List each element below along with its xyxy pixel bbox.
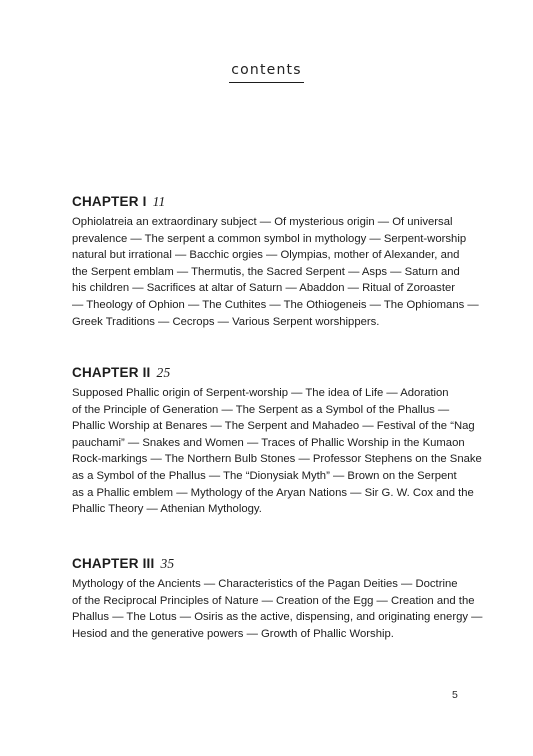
summary-line: Ophiolatreia an extraordinary subject — Of mysterious origin — Of universal xyxy=(72,216,453,228)
chapter-title: CHAPTER III xyxy=(72,556,155,571)
chapter-entry-2 xyxy=(72,364,482,518)
summary-line: natural but irrational — Bacchic orgies — Olympias, mother of Alexander, and xyxy=(72,249,460,262)
summary-line: Hesiod and the generative powers — Growth of Phallic Worship. xyxy=(72,627,394,640)
chapter-heading xyxy=(72,193,468,210)
chapter-title: CHAPTER II xyxy=(72,365,151,380)
chapter-summary xyxy=(72,576,483,642)
summary-line: as a Symbol of the Phallus — The “Dionysiak Myth” — Brown on the Serpent xyxy=(72,469,457,482)
summary-line: as a Phallic emblem — Mythology of the Aryan Nations — Sir G. W. Cox and the xyxy=(72,486,474,499)
chapter-page-link[interactable]: 11 xyxy=(152,194,166,209)
summary-line: of the Principle of Generation — The Serpent as a Symbol of the Phallus — xyxy=(72,403,450,416)
chapter-title: CHAPTER I xyxy=(72,194,147,209)
page-title: contents xyxy=(229,62,304,83)
summary-line: — Theology of Ophion — The Cuthites — The Othiogeneis — The Ophiomans — xyxy=(72,298,479,311)
chapter-heading xyxy=(72,364,468,381)
chapter-heading xyxy=(72,555,468,572)
chapter-entry-1 xyxy=(72,193,479,330)
summary-line: Rock-markings — The Northern Bulb Stones — Professor Stephens on the Snake xyxy=(72,453,482,466)
summary-line: Mythology of the Ancients — Characteristics of the Pagan Deities — Doctrine xyxy=(72,578,458,590)
page-title-container xyxy=(0,61,533,83)
summary-line: Phallic Theory — Athenian Mythology. xyxy=(72,503,262,516)
summary-line: of the Reciprocal Principles of Nature — Creation of the Egg — Creation and the xyxy=(72,594,475,607)
chapter-page-link[interactable]: 25 xyxy=(156,365,171,380)
summary-line: Phallus — The Lotus — Osiris as the active, dispensing, and originating energy — xyxy=(72,611,483,624)
page-number: 5 xyxy=(452,689,458,701)
summary-line: pauchami” — Snakes and Women — Traces of Phallic Worship in the Kumaon xyxy=(72,436,465,449)
summary-line: Supposed Phallic origin of Serpent-worship — The idea of Life — Adoration xyxy=(72,387,449,399)
summary-line: prevalence — The serpent a common symbol in mythology — Serpent-worship xyxy=(72,232,467,245)
summary-line: Phallic Worship at Benares — The Serpent and Mahadeo — Festival of the “Nag xyxy=(72,420,475,433)
chapter-entry-3 xyxy=(72,555,483,642)
summary-line: the Serpent emblam — Thermutis, the Sacred Serpent — Asps — Saturn and xyxy=(72,265,460,278)
chapter-summary xyxy=(72,214,479,330)
summary-line: Greek Traditions — Cecrops — Various Serpent worshippers. xyxy=(72,315,380,328)
chapter-page-link[interactable]: 35 xyxy=(160,556,175,571)
summary-line: his children — Sacrifices at altar of Saturn — Abaddon — Ritual of Zoroaster xyxy=(72,282,456,295)
chapter-summary xyxy=(72,385,482,518)
